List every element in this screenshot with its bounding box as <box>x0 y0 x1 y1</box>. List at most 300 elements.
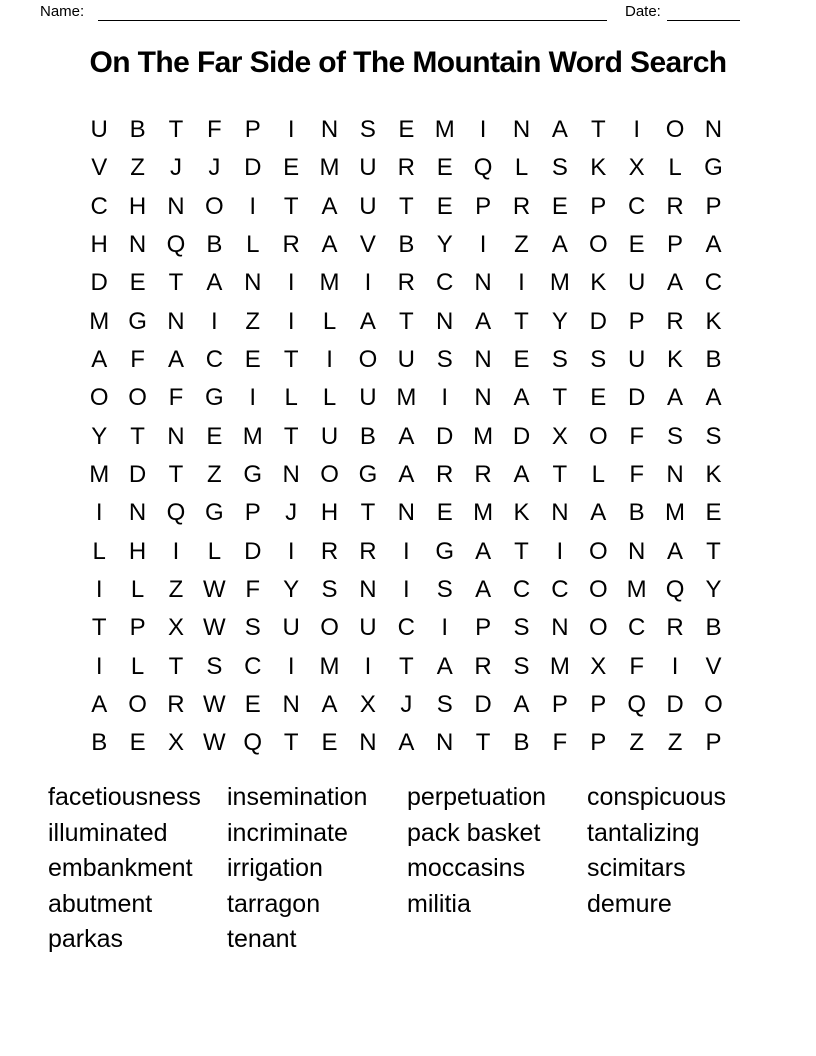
word-list-item: demure <box>587 889 672 918</box>
grid-letter: M <box>665 499 686 527</box>
grid-letter: U <box>627 346 646 374</box>
grid-letter: D <box>474 690 492 718</box>
grid-letter: P <box>475 614 492 642</box>
grid-letter: E <box>398 116 415 144</box>
grid-letter: T <box>706 537 721 565</box>
grid-letter: L <box>591 460 605 488</box>
grid-letter: T <box>130 422 145 450</box>
grid-letter: Z <box>514 231 529 259</box>
grid-letter: X <box>551 422 568 450</box>
grid-letter: T <box>283 346 299 374</box>
grid-letter: A <box>398 460 415 488</box>
grid-letter: O <box>588 575 608 603</box>
grid-letter: O <box>320 614 339 642</box>
grid-letter: W <box>203 575 226 603</box>
grid-letter: E <box>206 422 223 450</box>
grid-letter: B <box>91 729 108 757</box>
grid-letter: V <box>705 652 722 680</box>
grid-letter: M <box>242 422 263 450</box>
grid-letter: N <box>666 460 684 488</box>
grid-letter: P <box>628 307 645 335</box>
grid-letter: S <box>590 346 607 374</box>
grid-letter: D <box>589 307 607 335</box>
grid-letter: I <box>287 652 295 680</box>
grid-letter: C <box>512 575 531 603</box>
grid-letter: J <box>400 690 413 718</box>
grid-letter: N <box>128 499 147 527</box>
grid-letter: P <box>551 690 568 718</box>
page-title: On The Far Side of The Mountain Word Search <box>89 46 727 79</box>
grid-letter: L <box>514 154 529 182</box>
word-list-item: incriminate <box>227 818 348 847</box>
grid-letter: I <box>441 614 449 642</box>
grid-letter: A <box>551 231 568 259</box>
grid-letter: M <box>549 269 570 297</box>
grid-letter: X <box>590 652 607 680</box>
grid-letter: T <box>168 269 184 297</box>
grid-letter: K <box>590 154 607 182</box>
grid-letter: N <box>282 460 300 488</box>
grid-letter: I <box>326 346 333 374</box>
grid-letter: N <box>436 729 454 757</box>
word-list <box>0 780 816 980</box>
grid-letter: I <box>211 307 218 335</box>
grid-letter: G <box>205 384 224 412</box>
grid-letter: S <box>513 652 530 680</box>
grid-letter: N <box>359 729 377 757</box>
grid-letter: U <box>320 422 339 450</box>
grid-letter: L <box>284 384 298 412</box>
grid-letter: A <box>398 729 415 757</box>
grid-letter: Z <box>629 729 644 757</box>
grid-letter: K <box>667 346 684 374</box>
grid-letter: Z <box>207 460 222 488</box>
grid-letter: A <box>513 690 530 718</box>
grid-letter: F <box>168 384 184 412</box>
grid-letter: U <box>359 192 377 220</box>
grid-letter: E <box>590 384 607 412</box>
grid-letter: S <box>359 116 376 144</box>
grid-letter: L <box>130 575 145 603</box>
grid-letter: O <box>89 384 109 412</box>
grid-letter: X <box>167 614 184 642</box>
grid-letter: I <box>172 537 180 565</box>
grid-letter: I <box>364 269 372 297</box>
word-list-column <box>48 780 201 958</box>
grid-letter: I <box>402 575 410 603</box>
grid-letter: F <box>207 116 222 144</box>
grid-letter: L <box>322 307 337 335</box>
grid-letter: A <box>667 537 684 565</box>
grid-letter: E <box>436 499 453 527</box>
grid-letter: E <box>129 729 146 757</box>
grid-letter: I <box>249 192 257 220</box>
word-list-item: militia <box>407 889 471 918</box>
grid-letter: P <box>590 192 607 220</box>
grid-letter: N <box>474 346 492 374</box>
grid-letter: R <box>397 269 415 297</box>
grid-letter: H <box>128 537 147 565</box>
grid-letter: D <box>244 154 262 182</box>
grid-letter: R <box>666 307 684 335</box>
grid-letter: W <box>203 690 226 718</box>
grid-letter: A <box>475 307 492 335</box>
grid-letter: F <box>629 422 644 450</box>
grid-letter: U <box>397 346 415 374</box>
grid-letter: T <box>514 307 529 335</box>
grid-letter: E <box>129 269 146 297</box>
grid-letter: A <box>475 575 492 603</box>
grid-letter: M <box>549 652 570 680</box>
grid-letter: L <box>668 154 682 182</box>
grid-letter: Z <box>130 154 145 182</box>
grid-letter: R <box>666 192 684 220</box>
date-blank-line <box>667 0 740 21</box>
grid-letter: I <box>479 231 487 259</box>
grid-letter: I <box>249 384 257 412</box>
grid-letter: P <box>705 192 722 220</box>
grid-letter: O <box>588 614 608 642</box>
grid-letter: N <box>551 614 569 642</box>
grid-letter: B <box>513 729 530 757</box>
grid-letter: M <box>319 269 340 297</box>
grid-letter: X <box>359 690 376 718</box>
grid-letter: C <box>436 269 454 297</box>
grid-letter: F <box>552 729 568 757</box>
grid-letter: C <box>627 614 646 642</box>
word-list-item: insemination <box>227 783 368 811</box>
grid-letter: C <box>205 346 224 374</box>
word-list-column <box>587 780 726 922</box>
grid-letter: K <box>590 269 607 297</box>
grid-letter: N <box>167 422 185 450</box>
grid-letter: R <box>320 537 339 565</box>
grid-letter: I <box>287 116 295 144</box>
grid-letter: A <box>551 116 568 144</box>
grid-letter: P <box>590 729 607 757</box>
grid-letter: A <box>206 269 223 297</box>
grid-letter: N <box>627 537 646 565</box>
grid-letter: N <box>512 116 531 144</box>
grid-letter: T <box>283 422 299 450</box>
grid-letter: Z <box>245 307 261 335</box>
grid-letter: A <box>705 231 722 259</box>
grid-letter: N <box>397 499 415 527</box>
grid-letter: R <box>666 614 684 642</box>
grid-letter: Q <box>627 690 646 718</box>
grid-letter: E <box>244 690 261 718</box>
word-list-item: tantalizing <box>587 818 700 847</box>
grid-letter: I <box>556 537 564 565</box>
grid-letter: P <box>475 192 492 220</box>
word-list-item: irrigation <box>227 854 323 883</box>
grid-letter: Q <box>166 499 186 527</box>
grid-letter: F <box>629 460 644 488</box>
grid-letter: S <box>705 422 722 450</box>
grid-letter: D <box>666 690 684 718</box>
grid-letter: G <box>205 499 224 527</box>
grid-letter: O <box>320 460 339 488</box>
grid-letter: A <box>513 384 530 412</box>
grid-letter: N <box>359 575 377 603</box>
grid-letter: T <box>398 652 414 680</box>
grid-letter: A <box>667 384 684 412</box>
grid-letter: O <box>358 346 378 374</box>
grid-letter: T <box>398 307 414 335</box>
grid-letter: N <box>244 269 262 297</box>
word-list-item: abutment <box>48 889 153 918</box>
grid-letter: D <box>627 384 646 412</box>
grid-letter: T <box>283 729 299 757</box>
grid-letter: I <box>95 652 103 680</box>
grid-letter: O <box>704 690 723 718</box>
grid-letter: O <box>205 192 224 220</box>
grid-letter: Y <box>551 307 568 335</box>
grid-letter: E <box>244 346 261 374</box>
grid-letter: M <box>473 499 494 527</box>
grid-letter: G <box>435 537 455 565</box>
grid-letter: O <box>588 231 608 259</box>
grid-letter: X <box>628 154 645 182</box>
grid-letter: T <box>552 460 568 488</box>
grid-letter: G <box>704 154 723 182</box>
word-list-item: embankment <box>48 854 193 883</box>
grid-letter: W <box>203 729 226 757</box>
grid-letter: N <box>282 690 300 718</box>
grid-letter: R <box>359 537 377 565</box>
grid-letter: D <box>90 269 108 297</box>
grid-letter: O <box>128 690 147 718</box>
grid-letter: E <box>513 346 530 374</box>
grid-letter: A <box>321 690 338 718</box>
grid-letter: L <box>246 231 260 259</box>
grid-letter: B <box>398 231 415 259</box>
grid-letter: I <box>518 269 525 297</box>
grid-letter: T <box>590 116 606 144</box>
grid-letter: C <box>627 192 646 220</box>
grid-letter: O <box>128 384 147 412</box>
grid-letter: I <box>671 652 679 680</box>
grid-letter: T <box>168 116 184 144</box>
grid-letter: N <box>474 384 492 412</box>
name-label: Name: <box>40 3 85 20</box>
grid-letter: S <box>551 154 568 182</box>
grid-letter: W <box>203 614 226 642</box>
grid-letter: B <box>705 346 722 374</box>
grid-letter: L <box>207 537 222 565</box>
word-list-item: tenant <box>227 925 297 954</box>
word-list-item: conspicuous <box>587 783 726 811</box>
grid-letter: T <box>91 614 107 642</box>
grid-letter: M <box>434 116 455 144</box>
grid-letter: S <box>436 575 453 603</box>
grid-letter: T <box>552 384 568 412</box>
grid-letter: C <box>90 192 108 220</box>
grid-letter: B <box>359 422 376 450</box>
grid-letter: H <box>90 231 108 259</box>
word-list-item: parkas <box>48 925 124 954</box>
grid-letter: S <box>551 346 568 374</box>
grid-letter: N <box>704 116 723 144</box>
grid-letter: P <box>244 116 261 144</box>
grid-letter: M <box>89 307 110 335</box>
grid-letter: J <box>169 154 182 182</box>
grid-letter: I <box>95 575 103 603</box>
grid-letter: Q <box>166 231 186 259</box>
grid-letter: M <box>319 154 340 182</box>
grid-letter: K <box>705 460 722 488</box>
grid-letter: D <box>512 422 531 450</box>
grid-letter: C <box>551 575 569 603</box>
grid-letter: R <box>474 460 492 488</box>
grid-letter: N <box>320 116 339 144</box>
grid-letter: I <box>441 384 449 412</box>
grid-letter: D <box>244 537 262 565</box>
grid-letter: A <box>91 690 108 718</box>
grid-letter: Q <box>243 729 263 757</box>
grid-letter: I <box>402 537 410 565</box>
grid-letter: P <box>705 729 722 757</box>
grid-letter: T <box>283 192 299 220</box>
grid-letter: B <box>206 231 223 259</box>
grid-letter: I <box>633 116 640 144</box>
grid-letter: E <box>628 231 645 259</box>
grid-letter: R <box>167 690 185 718</box>
grid-letter: A <box>321 231 338 259</box>
word-list-item: illuminated <box>48 818 168 847</box>
grid-letter: B <box>628 499 645 527</box>
grid-letter: Y <box>705 575 722 603</box>
grid-letter: D <box>436 422 454 450</box>
grid-letter: P <box>667 231 684 259</box>
grid-letter: V <box>359 231 376 259</box>
word-list-item: moccasins <box>407 854 526 883</box>
grid-letter: T <box>475 729 491 757</box>
grid-letter: U <box>359 384 377 412</box>
grid-letter: I <box>287 307 295 335</box>
grid-letter: R <box>282 231 300 259</box>
grid-letter: S <box>206 652 223 680</box>
grid-letter: I <box>287 269 295 297</box>
date-label: Date: <box>625 3 661 20</box>
grid-letter: I <box>287 537 295 565</box>
grid-letter: B <box>705 614 722 642</box>
grid-letter: Q <box>665 575 685 603</box>
grid-letter: N <box>128 231 147 259</box>
grid-letter: F <box>245 575 261 603</box>
grid-letter: I <box>364 652 372 680</box>
word-list-item: pack basket <box>407 818 541 847</box>
grid-letter: I <box>95 499 103 527</box>
grid-letter: R <box>436 460 454 488</box>
grid-letter: Y <box>283 575 300 603</box>
grid-letter: U <box>627 269 646 297</box>
grid-letter: C <box>397 614 415 642</box>
grid-letter: E <box>321 729 338 757</box>
grid-letter: J <box>285 499 298 527</box>
grid-letter: Y <box>91 422 108 450</box>
grid-letter: I <box>479 116 487 144</box>
grid-letter: Z <box>667 729 683 757</box>
grid-letter: A <box>590 499 607 527</box>
word-list-item: perpetuation <box>407 783 547 811</box>
grid-letter: N <box>167 307 185 335</box>
grid-letter: S <box>436 690 453 718</box>
grid-letter: O <box>588 422 608 450</box>
grid-letter: U <box>90 116 108 144</box>
word-list-item: scimitars <box>587 854 686 883</box>
grid-letter: K <box>705 307 722 335</box>
grid-letter: C <box>704 269 723 297</box>
grid-letter: M <box>473 422 494 450</box>
grid-letter: S <box>667 422 684 450</box>
grid-letter: H <box>320 499 339 527</box>
grid-letter: L <box>130 652 145 680</box>
grid-letter: A <box>321 192 338 220</box>
grid-letter: R <box>474 652 492 680</box>
grid-letter: O <box>588 537 608 565</box>
grid-letter: A <box>475 537 492 565</box>
grid-letter: H <box>128 192 147 220</box>
grid-letter: T <box>360 499 376 527</box>
grid-letter: Q <box>473 154 493 182</box>
grid-letter: B <box>129 116 146 144</box>
grid-letter: C <box>244 652 262 680</box>
grid-letter: T <box>168 652 184 680</box>
grid-letter: S <box>321 575 338 603</box>
grid-letter: P <box>590 690 607 718</box>
grid-letter: A <box>398 422 415 450</box>
grid-letter: N <box>551 499 569 527</box>
grid-letter: Y <box>436 231 453 259</box>
grid-letter: M <box>319 652 340 680</box>
grid-letter: R <box>512 192 531 220</box>
grid-letter: U <box>359 154 377 182</box>
grid-letter: T <box>398 192 414 220</box>
grid-letter: G <box>358 460 378 488</box>
grid-letter: O <box>665 116 685 144</box>
grid-letter: V <box>91 154 108 182</box>
grid-letter: A <box>436 652 453 680</box>
grid-letter: A <box>91 346 108 374</box>
grid-letter: A <box>513 460 530 488</box>
grid-letter: A <box>359 307 376 335</box>
grid-letter: G <box>128 307 147 335</box>
grid-letter: M <box>396 384 417 412</box>
grid-letter: N <box>436 307 454 335</box>
grid-letter: A <box>705 384 722 412</box>
grid-letter: X <box>167 729 184 757</box>
name-blank-line <box>98 0 607 21</box>
grid-letter: E <box>436 154 453 182</box>
grid-letter: M <box>626 575 647 603</box>
grid-letter: M <box>89 460 110 488</box>
grid-letter: E <box>551 192 568 220</box>
grid-letter: G <box>243 460 263 488</box>
grid-letter: A <box>167 346 184 374</box>
grid-letter: F <box>130 346 145 374</box>
grid-letter: T <box>514 537 529 565</box>
grid-letter: K <box>513 499 530 527</box>
grid-letter: T <box>168 460 184 488</box>
grid-letter: A <box>667 269 684 297</box>
grid-letter: P <box>129 614 146 642</box>
letter-grid <box>80 111 733 762</box>
grid-letter: F <box>629 652 644 680</box>
word-list-item: facetiousness <box>48 783 201 811</box>
grid-letter: Z <box>168 575 184 603</box>
grid-letter: U <box>359 614 377 642</box>
